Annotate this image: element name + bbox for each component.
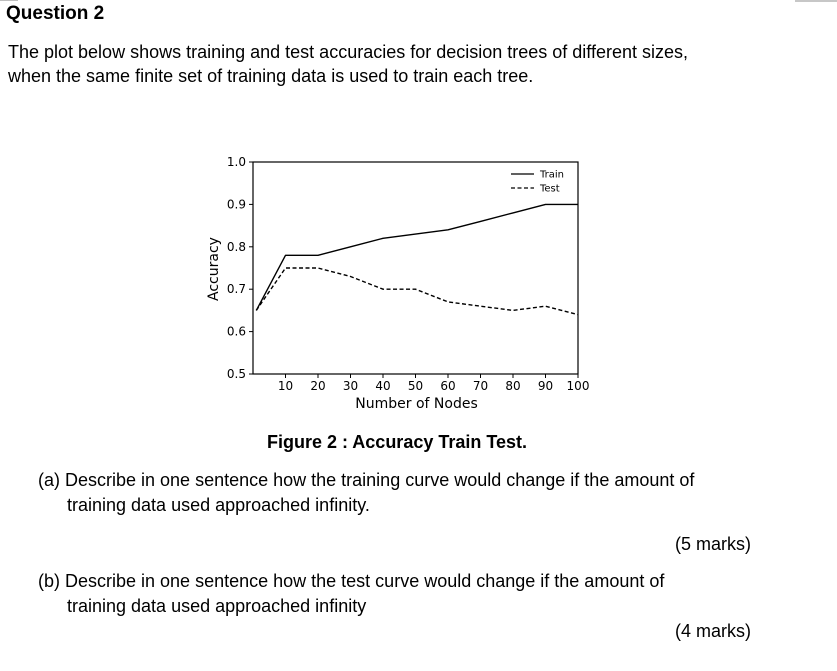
question-b-line-2: training data used approached infinity xyxy=(67,596,367,616)
x-tick-label: 80 xyxy=(505,379,521,393)
top-right-rule xyxy=(795,0,837,2)
y-tick-label: 1.0 xyxy=(226,155,246,169)
x-tick-label: 30 xyxy=(342,379,359,393)
y-axis-label: Accuracy xyxy=(206,237,222,301)
x-tick-label: 10 xyxy=(277,379,294,393)
question-a-line-2: training data used approached infinity. xyxy=(67,495,370,515)
x-tick-label: 40 xyxy=(375,379,391,393)
question-b-marks: (4 marks) xyxy=(675,621,751,641)
y-tick-label: 0.8 xyxy=(226,239,246,254)
question-a-marks: (5 marks) xyxy=(675,534,751,554)
legend-label-test: Test xyxy=(540,183,560,195)
x-tick-label: 20 xyxy=(310,379,326,393)
plot-frame xyxy=(253,162,578,374)
series-line-test xyxy=(256,268,578,315)
y-tick-label: 0.7 xyxy=(226,282,246,297)
intro-line-1: The plot below shows training and test accuracies for decision trees of different sizes, xyxy=(8,42,689,62)
x-tick-label: 70 xyxy=(472,379,489,393)
top-left-rule xyxy=(0,0,18,1)
x-tick-label: 50 xyxy=(407,379,424,393)
x-tick-label: 90 xyxy=(537,379,554,393)
x-axis-label: Number of Nodes xyxy=(355,396,478,412)
x-tick-label: 60 xyxy=(440,379,456,393)
x-tick-label: 100 xyxy=(566,379,590,393)
question-intro xyxy=(8,40,808,88)
y-tick-label: 0.6 xyxy=(226,324,246,339)
question-a-line-1: (a) Describe in one sentence how the training curve would change if the amount of xyxy=(38,470,695,490)
intro-line-2: when the same finite set of training data is used to train each tree. xyxy=(8,66,534,86)
question-b xyxy=(38,569,788,619)
legend-label-train: Train xyxy=(540,169,564,181)
question-title: Question 2 xyxy=(6,3,105,24)
figure-caption: Figure 2 : Accuracy Train Test. xyxy=(266,432,528,452)
y-tick-label: 0.5 xyxy=(226,367,246,381)
question-a xyxy=(38,468,788,518)
series-line-train xyxy=(256,204,578,310)
question-b-line-1: (b) Describe in one sentence how the test curve would change if the amount of xyxy=(38,571,665,591)
y-tick-label: 0.9 xyxy=(226,197,246,212)
